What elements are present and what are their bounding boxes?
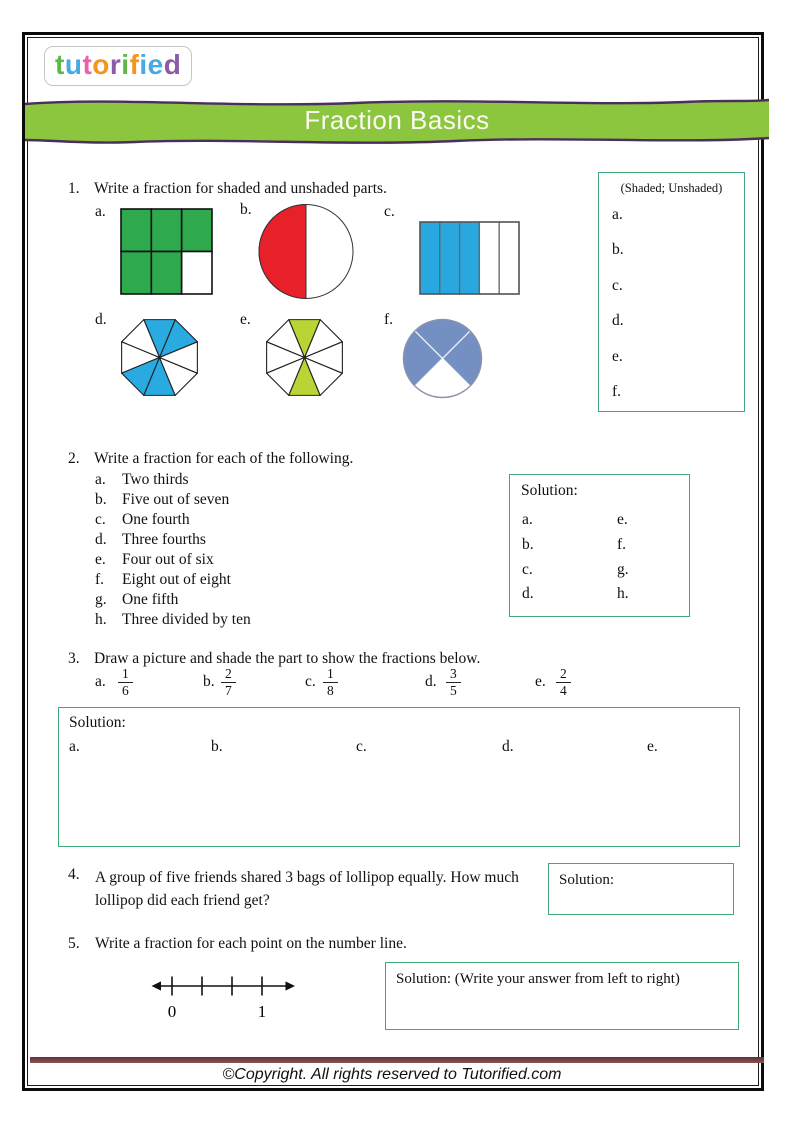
question-4-text: A group of five friends shared 3 bags of lollipop equally. How much lollipop did each friend get? [95,869,519,909]
list-item: f. Eight out of eight [95,571,231,588]
list-item: c. One fourth [95,511,190,528]
list-item: d. Three fourths [95,531,206,548]
copyright-text: ©Copyright. All rights reserved to Tutorified.com [222,1066,562,1083]
fraction-value: $\frac{2}{4}$ [556,666,571,699]
title-banner [25,94,769,146]
tutorified-logo [44,46,192,86]
q5-solution-title: Solution: (Write your answer from left to right) [396,971,680,987]
list-item: h. Three divided by ten [95,611,251,628]
list-item: b. Five out of seven [95,491,230,508]
q3-solution-cell: c. [356,738,367,755]
question-3-number: 3. [68,650,80,667]
question-1 [68,180,387,198]
q1-solution-box [598,172,745,412]
fraction-value: $\frac{1}{6}$ [118,666,133,699]
q3-solution-cell: b. [211,738,223,755]
q3-solution-title: Solution: [69,714,126,731]
q4-solution-box [548,863,734,915]
fraction-label: b. [203,673,215,690]
fraction-label: e. [535,673,546,690]
fraction-octagon-e [261,314,348,406]
q1-solution-rows [612,206,744,418]
list-item: g. One fifth [95,591,179,608]
fraction-bars-c [419,221,520,300]
q2-solution-col-right: e. f. g. h. [617,511,629,603]
q3-solution-cell: d. [502,738,514,755]
q1-solution-row: a. [612,206,623,223]
question-4-number: 4. [68,866,80,883]
fraction-half-circle-b [257,202,355,306]
q2-solution-col-left: a. b. c. d. [522,511,534,603]
q2-solution-title: Solution: [521,482,578,499]
footer-divider [30,1057,764,1063]
question-2 [68,450,353,468]
fraction-label: c. [305,673,316,690]
svg-text:1: 1 [257,1002,267,1021]
shape-d-label: d. [95,311,107,328]
question-1-number: 1. [68,180,80,197]
q4-solution-title: Solution: [559,872,615,888]
svg-text:0: 0 [167,1002,177,1021]
fraction-label: d. [425,673,437,690]
question-1-text: Write a fraction for shaded and unshaded parts. [94,180,387,197]
question-3-text: Draw a picture and shade the part to show the fractions below. [94,650,481,667]
question-2-text: Write a fraction for each of the following. [94,450,354,467]
shape-b-label: b. [240,201,252,218]
question-5-text: Write a fraction for each point on the number line. [95,935,407,952]
q1-solution-row: e. [612,347,623,365]
question-2-number: 2. [68,450,80,467]
number-line [150,972,320,1024]
shape-f-label: f. [384,311,394,328]
fraction-value: $\frac{1}{8}$ [323,666,338,699]
fraction-grid-a [120,208,213,300]
q2-solution-box [509,474,690,617]
list-item: a. Two thirds [95,471,189,488]
shape-e-label: e. [240,311,251,328]
question-2-list [95,470,251,630]
fraction-octagon-d [116,314,203,406]
fraction-value: $\frac{2}{7}$ [221,666,236,699]
fraction-label: a. [95,673,106,690]
q1-solution-header: (Shaded; Unshaded) [620,181,723,195]
question-3-fractions [0,668,794,708]
fraction-quad-circle-f [402,318,483,404]
question-5-number: 5. [68,935,80,952]
q3-solution-cell: e. [647,738,658,755]
q1-solution-row: f. [612,382,622,400]
logo-letters: tutorified [55,49,182,80]
q3-solution-cell: a. [69,738,80,755]
list-item: e. Four out of six [95,551,214,568]
q1-solution-row: c. [612,276,623,294]
fraction-value: $\frac{3}{5}$ [446,666,461,699]
q1-solution-row: d. [612,312,624,330]
q5-solution-box [385,962,739,1030]
q3-solution-box [58,707,740,847]
shape-c-label: c. [384,203,395,220]
q1-solution-row: b. [612,241,624,259]
page-title: Fraction Basics [304,105,490,135]
shape-a-label: a. [95,203,106,220]
